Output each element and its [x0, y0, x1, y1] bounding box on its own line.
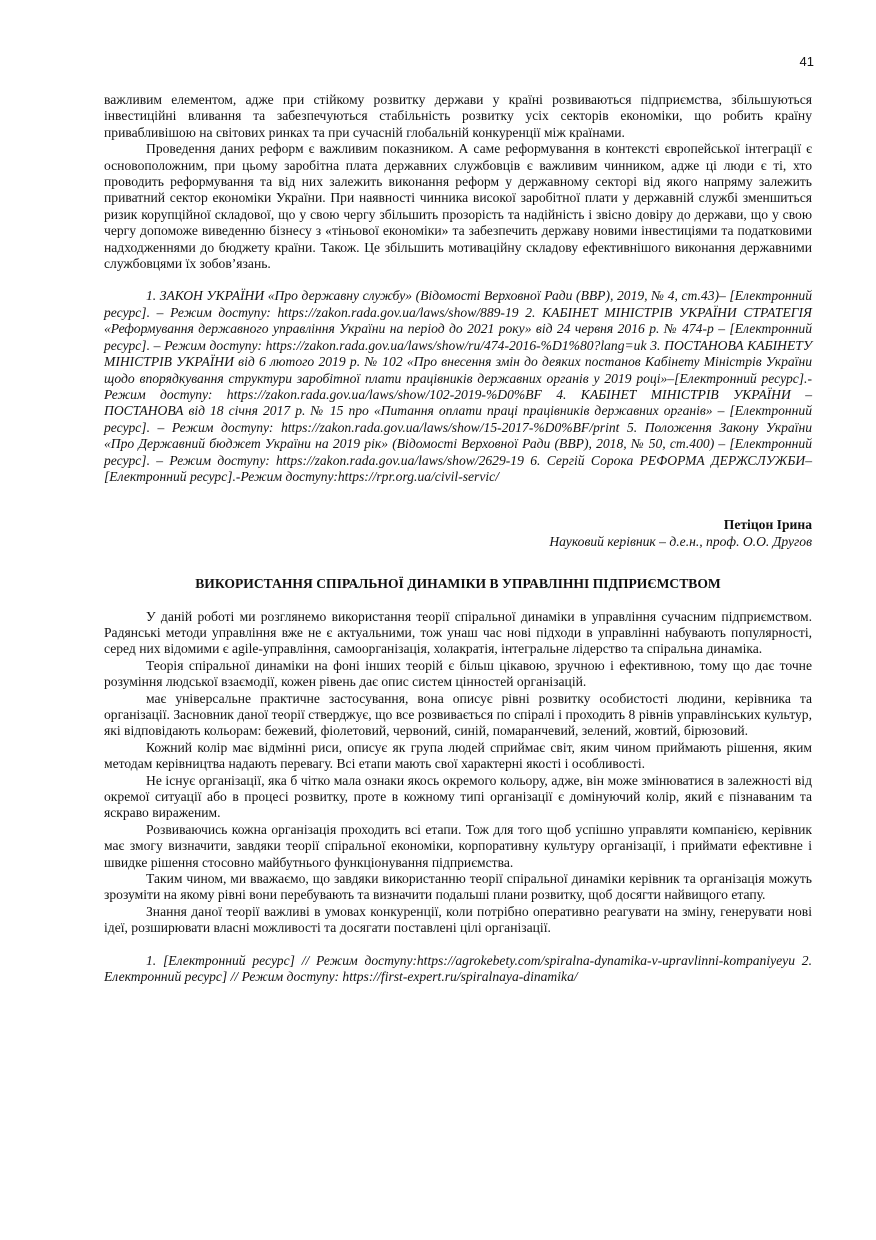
article-title: ВИКОРИСТАННЯ СПІРАЛЬНОЇ ДИНАМІКИ В УПРАВЛІННІ ПІДПРИЄМСТВОМ — [195, 576, 721, 592]
page-number: 41 — [799, 54, 814, 69]
article2-paragraph: Розвиваючись кожна організація проходить всі етапи. Тож для того щоб успішно управляти компанією, керівник має змогу визначити, завдяки теорії спіральної економіки, корпоративну культуру організації, і приймати ефективне і швидке рішення стосовно майбутнього функціонування підприємства. — [104, 821, 812, 870]
article1-paragraph: Проведення даних реформ є важливим показником. А саме реформування в контексті європейської інтеграції є основоположним, при цьому заробітна плата державних службовців є важливим чинником, адже ці люди є ті, хто проводить реформування та від них залежить виконання реформ у державному секторі від якого напряму залежить приватний сектор економіки України. При наявності чинника високої заробітної плати у державній службі зменшиться ризик корупційної складової, що у свою чергу збільшить прозорість та надійність і звісно довіру до держави, що у свою чергу допоможе виведенню бізнесу з «тіньової економіки» та забезпечить державу новими інвестиціями та податковими надходженнями до бюджету країни. Також. Це збільшить мотиваційну складову ефективнішого виконання державними службовцями їх зобов’язань. — [104, 141, 812, 272]
author-name: Петіцон Ірина — [723, 517, 812, 533]
scientific-advisor: Науковий керівник – д.е.н., проф. О.О. Другов — [549, 533, 812, 549]
article2-paragraph: Кожний колір має відмінні риси, описує як група людей сприймає світ, яким чином приймають рішення, яким методам керівництва надають перевагу. Всі етапи мають свої характерні якості і особливості. — [104, 739, 812, 772]
page-content — [104, 92, 812, 986]
article2-paragraph: має універсальне практичне застосування, вона описує рівні розвитку особистості людини, керівника та організації. Засновник даної теорії стверджує, що все розвивається по спіралі і проходить 8 рівнів управлінських культур, які відповідають кольорам: бежевий, фіолетовий, червоний, синій, помаранчевий, зелений, жовтий, бірюзовий. — [104, 690, 812, 739]
article2-paragraph: У даній роботі ми розглянемо використання теорії спіральної динаміки в управління сучасним підприємством. Радянські методи управління вже не є актуальними, тож унаш час нові підходи в управлінні набувають популярності, серед них відомими є agile-управління, самоорганізація, холакратія, інтегральне лідерство та спіральна динаміка. — [104, 608, 812, 657]
article2-paragraph: Не існує організації, яка б чітко мала ознаки якось окремого кольору, адже, він може змінюватися в залежності від окремої ситуації або в процесі розвитку, проте в кожному типі організації є домінуючий колір, який є пізнаваним та яскраво вираженим. — [104, 772, 812, 821]
article2-paragraph: Таким чином, ми вважаємо, що завдяки використанню теорії спіральної динаміки керівник та організація можуть зрозуміти на якому рівні вони перебувають та визначити подальші плани розвитку, щоб досягти найвищого етапу. — [104, 871, 812, 903]
article1-references: 1. ЗАКОН УКРАЇНИ «Про державну службу» (Відомості Верховної Ради (ВВР), 2019, № 4, ст.43)– [Електронний ресурс]. – Режим доступу: https://zakon.rada.gov.ua/laws/show/889-19 2. КАБІНЕТ МІНІСТРІВ УКРАЇНИ СТРАТЕГІЯ «Реформування державного управління України на період до 2021 року» від 24 червня 2016 р. № 474-р – [Електронний ресурс]. – Режим доступу: https://zakon.rada.gov.ua/laws/show/ru/474-2016-%D1%80?lang=uk 3. ПОСТАНОВА КАБІНЕТУ МІНІСТРІВ УКРАЇНИ від 6 лютого 2019 р. № 102 «Про внесення змін до деяких постанов Кабінету Міністрів України щодо впорядкування структури заробітної плати працівників державних органів у 2019 році»–[Електронний ресурс].- Режим доступу: https://zakon.rada.gov.ua/laws/show/102-2019-%D0%BF 4. КАБІНЕТ МІНІСТРІВ УКРАЇНИ – ПОСТАНОВА від 18 січня 2017 р. № 15 про «Питання оплати праці працівників державних органів» – [Електронний ресурс]. – Режим доступу: https://zakon.rada.gov.ua/laws/show/15-2017-%D0%BF/print 5. Положення Закону України «Про Державний бюджет України на 2019 рік» (Відомості Верховної Ради (ВВР), 2018, № 50, ст.400) – [Електронний ресурс]. – Режим доступу: https://zakon.rada.gov.ua/laws/show/2629-19 6. Сергій Сорока РЕФОРМА ДЕРЖСЛУЖБИ–[Електронний ресурс].-Режим доступу:https://rpr.org.ua/civil-servic/ — [104, 288, 812, 484]
article2-paragraph: Знання даної теорії важливі в умовах конкуренції, коли потрібно оперативно реагувати на зміну, генерувати нові ідеї, розширювати власні можливості та досягати поставлені цілі організації. — [104, 903, 812, 936]
article1-paragraph: важливим елементом, адже при стійкому розвитку держави у країні розвиваються підприємства, збільшуються інвестиційні вливання та забезпечуються стабільність розвитку усіх секторів економіки, що робить країну привабливішою на світових ринках та при сучасній глобальній конкуренції між країнами. — [104, 92, 812, 140]
article2-references: 1. [Електронний ресурс] // Режим доступу:https://agrokebety.com/spiralna-dynamika-v-upravlinni-kompaniyeyu 2. Електронний ресурс] // Режим доступу: https://first-expert.ru/spiralnaya-dinamika/ — [104, 952, 812, 985]
article2-paragraph: Теорія спіральної динаміки на фоні інших теорій є більш цікавою, зручною і ефективною, тому що дає точне розуміння людської взаємодії, кожен рівень дає опис систем цінностей організацій. — [104, 657, 812, 690]
